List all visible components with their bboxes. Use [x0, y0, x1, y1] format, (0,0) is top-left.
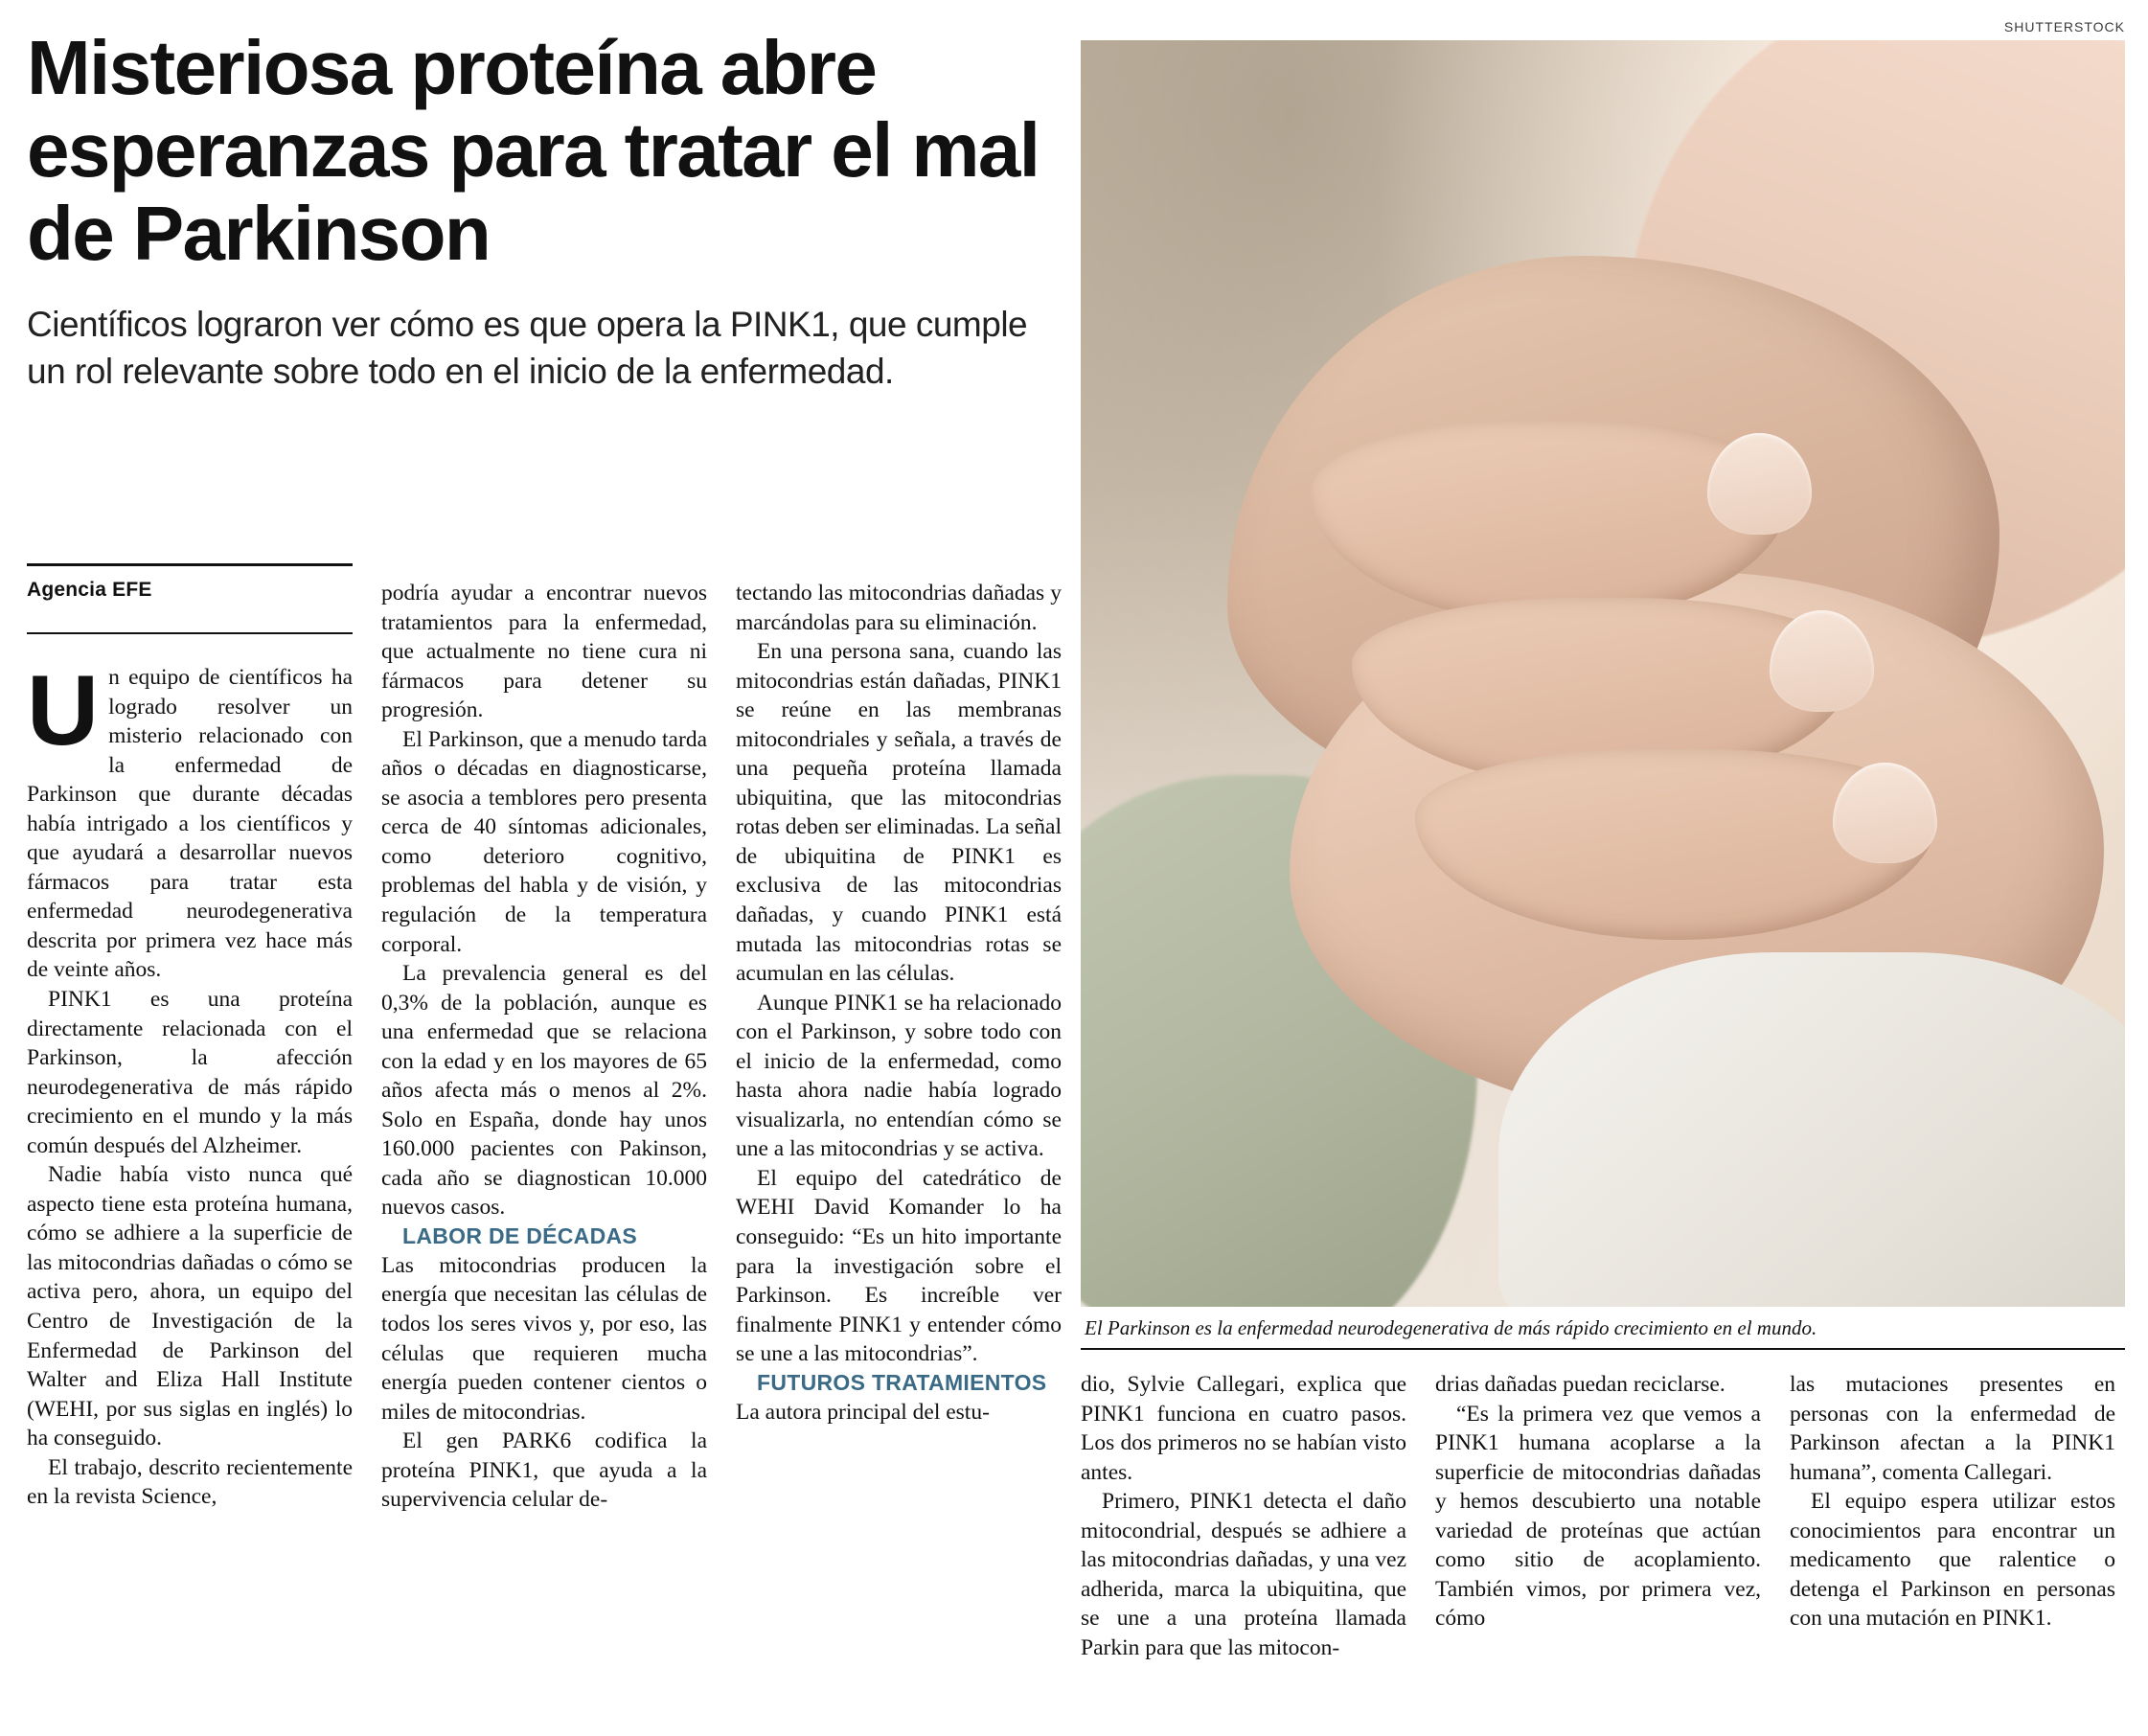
article-photo-block	[1081, 19, 2125, 1350]
article-column-3	[736, 579, 1062, 1719]
section-heading-decades: LABOR DE DÉCADAS	[402, 1223, 638, 1249]
paragraph: drias dañadas puedan reciclarse.	[1435, 1372, 1725, 1397]
photo-caption: El Parkinson es la enfermedad neurodegenerativa de más rápido crecimiento en el mundo.	[1081, 1307, 2125, 1350]
headline-block	[27, 27, 1060, 396]
paragraph: La autora principal del estu-	[736, 1399, 990, 1425]
paragraph: dio, Sylvie Callegari, explica que PINK1 funciona en cuatro pasos. Los dos primeros no se habían visto antes.	[1081, 1372, 1406, 1485]
paragraph: El trabajo, descrito recientemente en la revista Science,	[27, 1454, 353, 1510]
article-subhead: Científicos lograron ver cómo es que opera la PINK1, que cumple un rol relevante sobre todo en el inicio de la enfermedad.	[27, 305, 1028, 391]
article-column-4	[1081, 1370, 1406, 1725]
article-column-5	[1435, 1370, 1761, 1725]
article-column-6	[1790, 1370, 2115, 1725]
article-photo	[1081, 40, 2125, 1307]
byline-rule-top	[27, 563, 353, 566]
paragraph: las mutaciones presentes en personas con la enfermedad de Parkinson afectan a la PINK1 humana”, comenta Callegari.	[1790, 1372, 2115, 1485]
paragraph: Un equipo de científicos ha logrado resolver un misterio relacionado con la enfermedad de Parkinson que durante décadas había intrigado a los científicos y que ayudará a desarrollar nuevos fármacos para tratar esta enfermedad neurodegenerativa descrita por primera vez hace más de veinte años.	[27, 655, 353, 983]
paragraph: El equipo espera utilizar estos conocimientos para encontrar un medicamento que ralentice o detenga el Parkinson en personas con una mutación en PINK1.	[1790, 1489, 2115, 1632]
photo-credit: SHUTTERSTOCK	[2003, 19, 2125, 34]
article-column-1	[27, 655, 353, 1717]
paragraph: podría ayudar a encontrar nuevos tratamientos para la enfermedad, que actualmente no tiene cura ni fármacos para detener su progresión.	[381, 581, 707, 723]
paragraph: “Es la primera vez que vemos a PINK1 humana acoplarse a la superficie de mitocondrias dañadas y hemos descubierto una notable variedad de proteínas que actúan como sitio de acoplamiento. También vimos, por primera vez, cómo	[1435, 1401, 1761, 1632]
paragraph: El Parkinson, que a menudo tarda años o décadas en diagnosticarse, se asocia a temblores pero presenta cerca de 40 síntomas adicionales, como deterioro cognitivo, problemas del habla y de visión, y regulación de la temperatura corporal.	[381, 726, 707, 957]
paragraph: PINK1 es una proteína directamente relacionada con el Parkinson, la afección neurodegenerativa de más rápido crecimiento en el mundo y la más común después del Alzheimer.	[27, 987, 353, 1158]
page-title: Misteriosa proteína abre esperanzas para tratar el mal de Parkinson	[27, 25, 1040, 276]
paragraph: tectando las mitocondrias dañadas y marcándolas para su eliminación.	[736, 581, 1062, 635]
byline: Agencia EFE	[27, 579, 152, 601]
paragraph: Las mitocondrias producen la energía que necesitan las células de todos los seres vivos y, por eso, las células que requieren mucha energía pueden contener cientos o miles de mitocondrias.	[381, 1252, 707, 1425]
section-heading-future: FUTUROS TRATAMIENTOS	[757, 1369, 1047, 1395]
article-column-2	[381, 579, 707, 1719]
photo-sleeve	[1498, 952, 2125, 1307]
paragraph: La prevalencia general es del 0,3% de la población, aunque es una enfermedad que se relaciona con la edad y en los mayores de 65 años afecta más o menos al 2%. Solo en España, donde hay unos 160.000 pacientes con Pakinson, cada año se diagnostican 10.000 nuevos casos.	[381, 961, 707, 1221]
paragraph: El gen PARK6 codifica la proteína PINK1, que ayuda a la supervivencia celular de-	[381, 1428, 707, 1513]
paragraph: Aunque PINK1 se ha relacionado con el Parkinson, y sobre todo con el inicio de la enfermedad, como hasta ahora nadie había logrado visualizarla, no entendían cómo se une a las mitocondrias y se activa.	[736, 990, 1062, 1162]
paragraph: El equipo del catedrático de WEHI David Komander lo ha conseguido: “Es un hito importante para la investigación sobre el Parkinson. Es increíble ver finalmente PINK1 y entender cómo se une a las mitocondrias”.	[736, 1165, 1062, 1367]
paragraph: Nadie había visto nunca qué aspecto tiene esta proteína humana, cómo se adhiere a la superficie de las mitocondrias dañadas o cómo se activa pero, ahora, un equipo del Centro de Investigación de la Enfermedad de Parkinson del Walter and Eliza Hall Institute (WEHI, por sus siglas en inglés) lo ha conseguido.	[27, 1162, 353, 1451]
paragraph: Primero, PINK1 detecta el daño mitocondrial, después se adhiere a las mitocondrias dañadas, y una vez adherida, marca la ubiquitina, que se une a una proteína llamada Parkin para que las mitocon-	[1081, 1489, 1406, 1660]
paragraph: En una persona sana, cuando las mitocondrias están dañadas, PINK1 se reúne en las membranas mitocondriales y señala, a través de una pequeña proteína llamada ubiquitina, que las mitocondrias rotas deben ser eliminadas. La señal de ubiquitina de PINK1 es exclusiva de las mitocondrias dañadas, y cuando PINK1 está mutada las mitocondrias rotas se acumulan en las células.	[736, 639, 1062, 987]
byline-rule-bottom	[27, 632, 353, 634]
